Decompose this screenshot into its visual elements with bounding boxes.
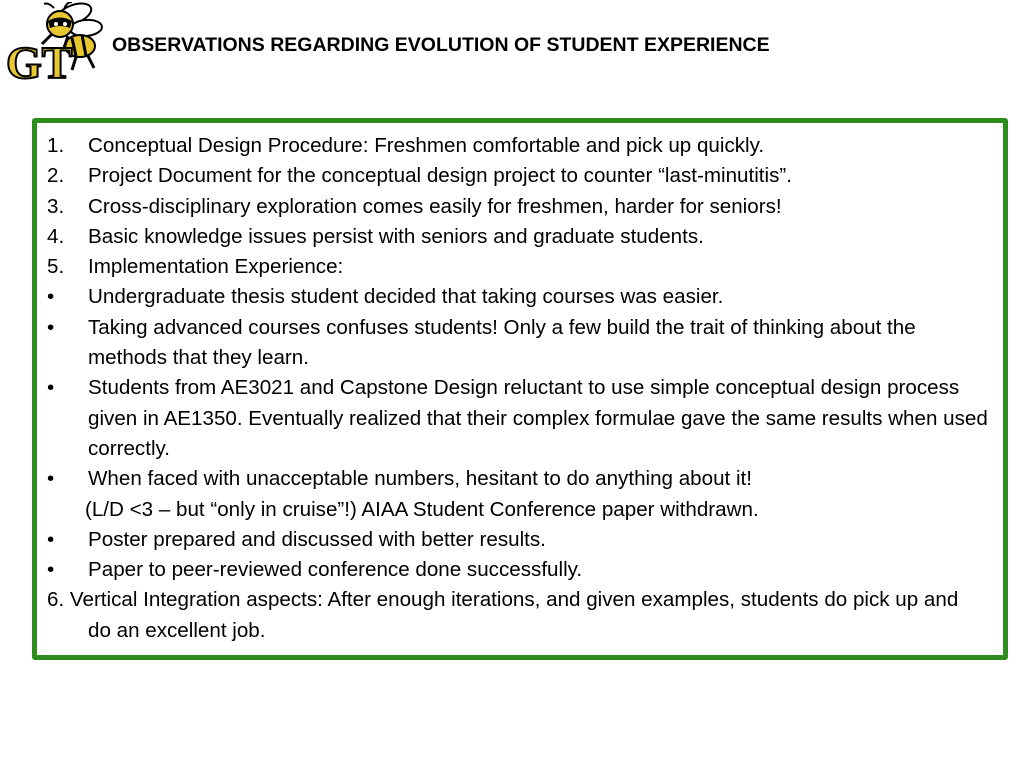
logo-text: GT [6,37,73,86]
bullet-item [47,555,997,585]
list-marker: 4. [47,224,65,248]
list-marker: 1. [47,134,65,157]
list-item-text: Project Document for the conceptual design project to counter “last-minutitis”. [88,164,792,188]
list-item [47,222,997,252]
list-item [47,252,997,282]
list-marker: 5. [47,255,65,279]
list-marker: 2. [47,164,65,188]
list-item [47,161,997,191]
observations-list [47,131,997,646]
list-item-text: Basic knowledge issues persist with seniors and graduate students. [88,224,704,248]
list-item [47,131,997,161]
list-item-text: Implementation Experience: [88,255,344,279]
bullet-item [47,282,997,312]
list-item-vertical-integration: 6. Vertical Integration aspects: After enough iterations, and given examples, students do pick up and do an excellent job. [47,588,959,642]
list-marker: 3. [47,194,65,218]
bullet-marker: • [47,467,55,491]
list-item-text: Conceptual Design Procedure: Freshmen comfortable and pick up quickly. [88,134,765,157]
bullet-marker: • [47,558,55,582]
bullet-marker: • [47,315,55,339]
bullet-note: (L/D <3 – but “only in cruise”!) AIAA Student Conference paper withdrawn. [85,497,759,521]
bullet-item [47,313,948,374]
list-item-text: Cross-disciplinary exploration comes easily for freshmen, harder for seniors! [88,194,782,218]
bullet-item-text: When faced with unacceptable numbers, hesitant to do anything about it! [88,467,752,491]
observations-box [32,118,1008,660]
bullet-item-text: Paper to peer-reviewed conference done successfully. [88,558,583,582]
gt-yellow-jacket-logo-icon [2,2,106,86]
bullet-item [47,373,1008,464]
bullet-item-text: Undergraduate thesis student decided that taking courses was easier. [88,285,724,309]
bullet-marker: • [47,527,55,551]
bullet-item [47,464,997,494]
bullet-item-text: Taking advanced courses confuses students! Only a few build the trait of thinking about the methods that they learn. [88,315,916,370]
bullet-item-text: Poster prepared and discussed with better results. [88,527,546,551]
bullet-marker: • [47,376,55,400]
slide-title: OBSERVATIONS REGARDING EVOLUTION OF STUDENT EXPERIENCE [112,34,770,56]
bullet-marker: • [47,285,55,309]
bullet-item-text: Students from AE3021 and Capstone Design reluctant to use simple conceptual design process given in AE1350. Eventually realized that their complex formulae gave the same results when used correctly. [88,376,988,460]
bullet-item [47,525,997,555]
list-item [47,192,997,222]
